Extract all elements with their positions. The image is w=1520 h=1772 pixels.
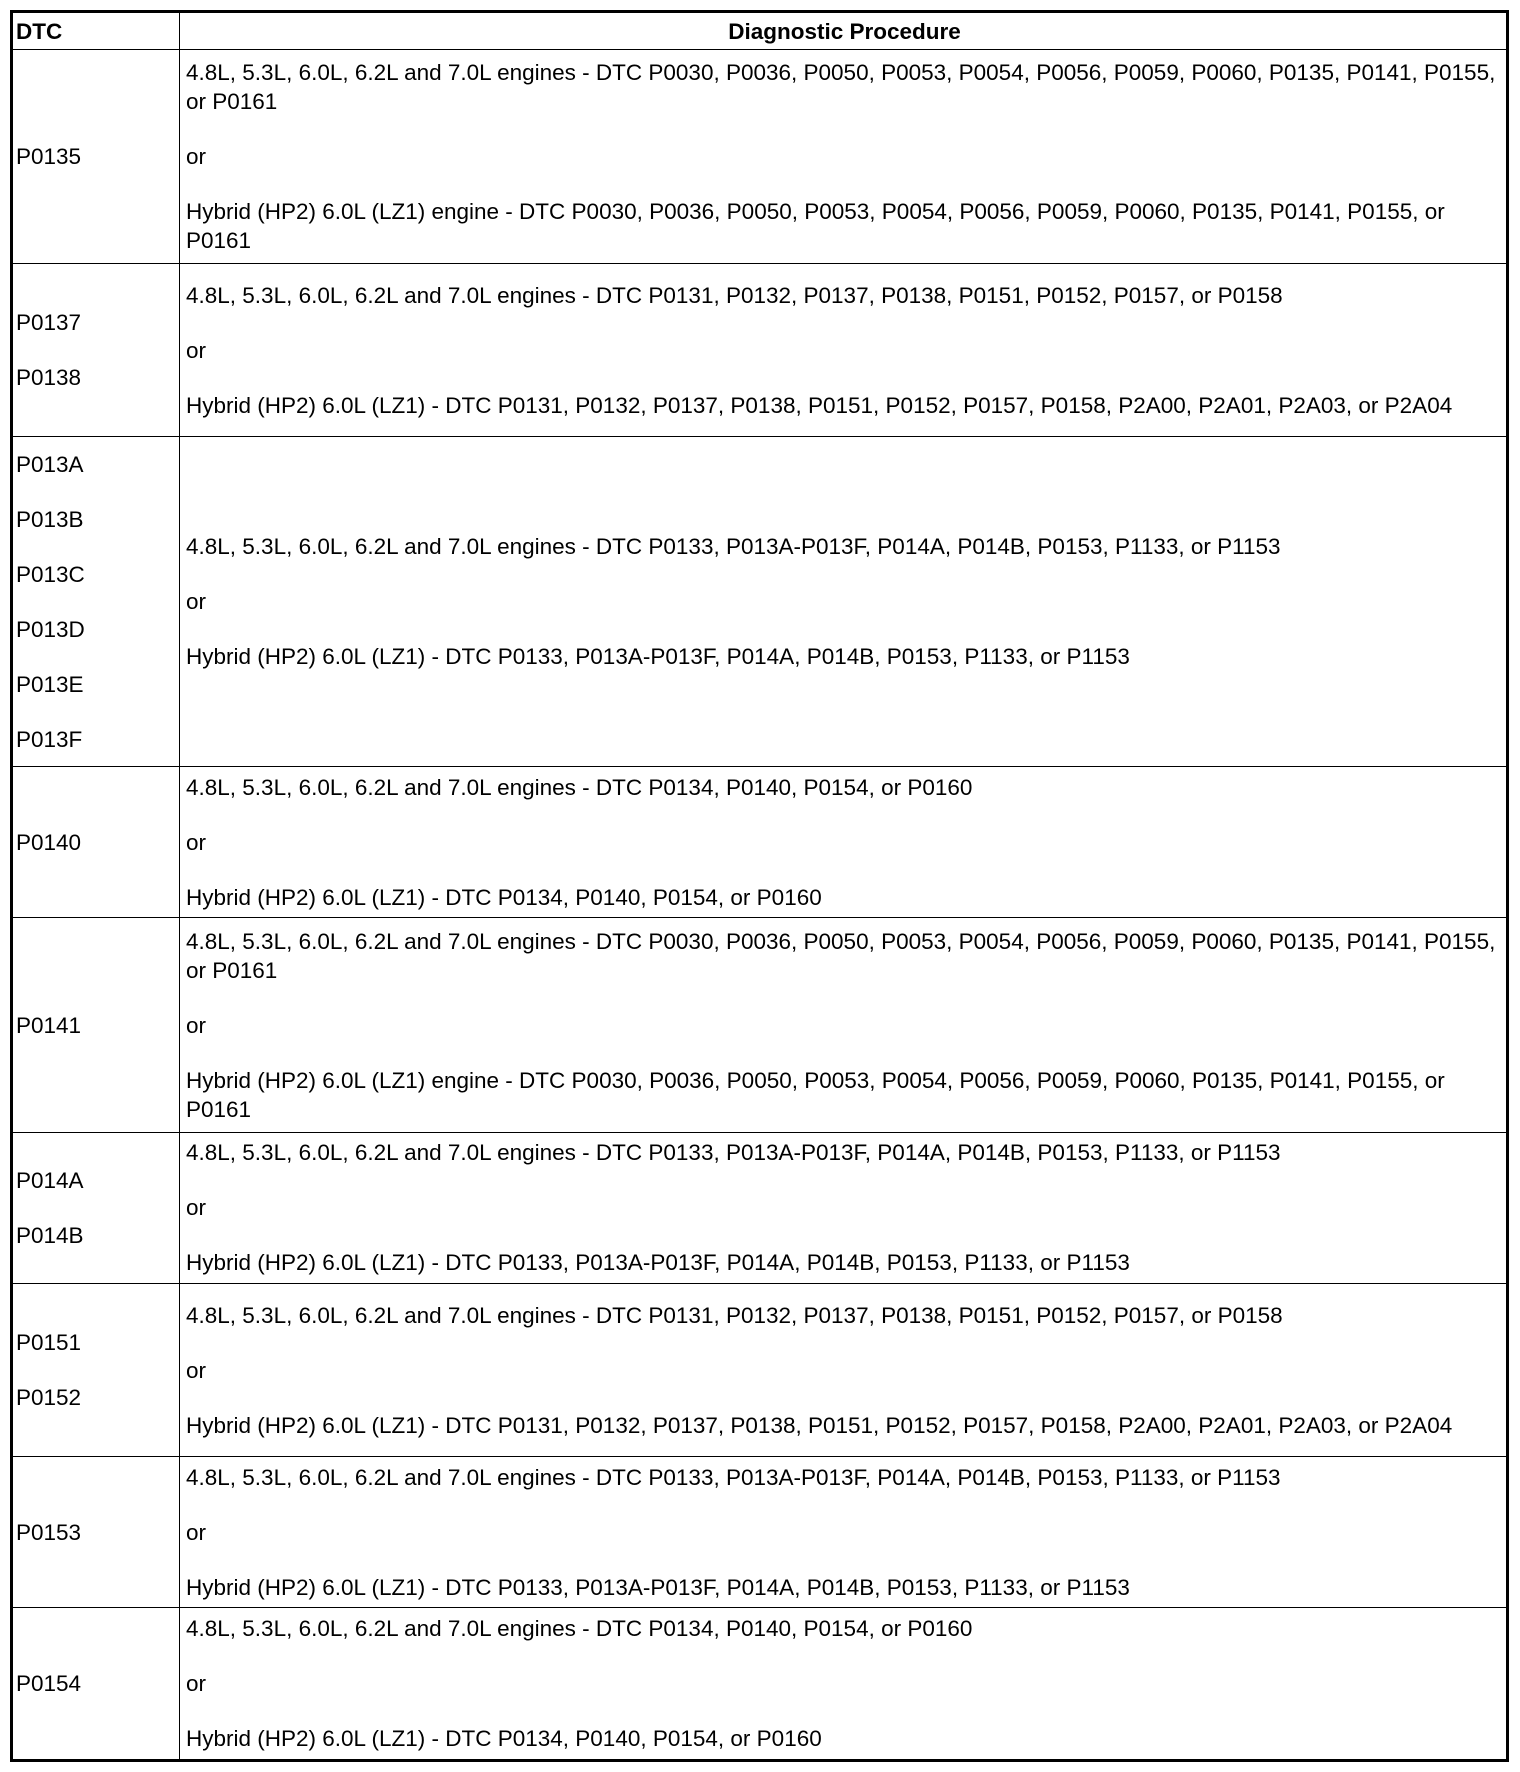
procedure-hybrid-engine: Hybrid (HP2) 6.0L (LZ1) - DTC P0131, P0132, P0137, P0138, P0151, P0152, P0157, P0158, P2A00, P2A01, P2A03, or P2A04 [186,392,1453,418]
procedure-hybrid-engine: Hybrid (HP2) 6.0L (LZ1) engine - DTC P0030, P0036, P0050, P0053, P0054, P0056, P0059, P0060, P0135, P0141, P0155, or P0161 [186,199,1445,254]
header-dtc: DTC [12,12,180,50]
table-row [12,1283,1508,1456]
procedure-hybrid-engine: Hybrid (HP2) 6.0L (LZ1) - DTC P0133, P013A-P013F, P014A, P014B, P0153, P1133, or P1153 [186,1250,1130,1276]
dtc-cell [12,1608,180,1761]
procedure-or-separator: or [186,1671,207,1697]
dtc-code: P013C [16,561,85,587]
table-row [12,1132,1508,1283]
procedure-standard-engines: 4.8L, 5.3L, 6.0L, 6.2L and 7.0L engines - DTC P0131, P0132, P0137, P0138, P0151, P0152, P0157, or P0158 [186,282,1283,308]
dtc-code: P014A [16,1167,84,1193]
procedure-standard-engines: 4.8L, 5.3L, 6.0L, 6.2L and 7.0L engines - DTC P0134, P0140, P0154, or P0160 [186,774,973,800]
procedure-or-separator: or [186,1195,207,1221]
procedure-cell [180,1132,1508,1283]
procedure-cell [180,1608,1508,1761]
procedure-or-separator: or [186,144,207,170]
dtc-cell [12,918,180,1132]
table-row [12,918,1508,1132]
dtc-cell [12,1457,180,1608]
dtc-code: P0152 [16,1385,82,1410]
dtc-code: P013A [16,451,84,477]
header-diagnostic-procedure: Diagnostic Procedure [180,12,1508,50]
procedure-cell [180,264,1508,437]
procedure-cell [180,50,1508,264]
dtc-code: P0141 [16,1012,82,1038]
procedure-or-separator: or [186,829,207,855]
procedure-cell [180,1457,1508,1608]
dtc-cell [12,50,180,264]
table-row [12,264,1508,437]
dtc-code: P013F [16,726,83,752]
procedure-standard-engines: 4.8L, 5.3L, 6.0L, 6.2L and 7.0L engines - DTC P0133, P013A-P013F, P014A, P014B, P0153, P1133, or P1153 [186,1140,1281,1166]
dtc-code: P0153 [16,1519,82,1545]
table-body [12,50,1508,1761]
procedure-or-separator: or [186,337,207,363]
dtc-procedure-table [10,10,1509,1762]
dtc-code: P0135 [16,144,82,170]
dtc-code: P013E [16,671,84,697]
dtc-cell [12,1132,180,1283]
procedure-hybrid-engine: Hybrid (HP2) 6.0L (LZ1) - DTC P0133, P013A-P013F, P014A, P014B, P0153, P1133, or P1153 [186,1574,1130,1600]
procedure-or-separator: or [186,1519,207,1545]
dtc-code: P0137 [16,310,82,336]
procedure-cell [180,1283,1508,1456]
procedure-standard-engines: 4.8L, 5.3L, 6.0L, 6.2L and 7.0L engines - DTC P0131, P0132, P0137, P0138, P0151, P0152, P0157, or P0158 [186,1302,1283,1328]
procedure-standard-engines: 4.8L, 5.3L, 6.0L, 6.2L and 7.0L engines - DTC P0133, P013A-P013F, P014A, P014B, P0153, P1133, or P1153 [186,534,1281,560]
dtc-code: P013B [16,506,84,532]
procedure-hybrid-engine: Hybrid (HP2) 6.0L (LZ1) engine - DTC P0030, P0036, P0050, P0053, P0054, P0056, P0059, P0060, P0135, P0141, P0155, or P0161 [186,1067,1445,1122]
dtc-code: P0151 [16,1330,82,1355]
dtc-code: P0140 [16,829,82,855]
table-row [12,437,1508,767]
procedure-cell [180,918,1508,1132]
procedure-standard-engines: 4.8L, 5.3L, 6.0L, 6.2L and 7.0L engines - DTC P0030, P0036, P0050, P0053, P0054, P0056, P0059, P0060, P0135, P0141, P0155, or P0161 [186,60,1496,115]
table-header-row [12,12,1508,50]
dtc-code: P0138 [16,365,82,391]
procedure-or-separator: or [186,1012,207,1038]
procedure-hybrid-engine: Hybrid (HP2) 6.0L (LZ1) - DTC P0134, P0140, P0154, or P0160 [186,884,822,910]
table-row [12,767,1508,918]
procedure-hybrid-engine: Hybrid (HP2) 6.0L (LZ1) - DTC P0133, P013A-P013F, P014A, P014B, P0153, P1133, or P1153 [186,644,1130,670]
procedure-cell [180,767,1508,918]
procedure-hybrid-engine: Hybrid (HP2) 6.0L (LZ1) - DTC P0134, P0140, P0154, or P0160 [186,1726,822,1752]
dtc-code: P013D [16,616,85,642]
dtc-cell [12,1283,180,1456]
table-row [12,50,1508,264]
dtc-cell [12,437,180,767]
procedure-hybrid-engine: Hybrid (HP2) 6.0L (LZ1) - DTC P0131, P0132, P0137, P0138, P0151, P0152, P0157, P0158, P2A00, P2A01, P2A03, or P2A04 [186,1412,1453,1438]
dtc-code: P0154 [16,1671,82,1697]
procedure-standard-engines: 4.8L, 5.3L, 6.0L, 6.2L and 7.0L engines - DTC P0133, P013A-P013F, P014A, P014B, P0153, P1133, or P1153 [186,1464,1281,1490]
table-row [12,1457,1508,1608]
dtc-cell [12,767,180,918]
procedure-cell [180,437,1508,767]
procedure-or-separator: or [186,1357,207,1383]
procedure-standard-engines: 4.8L, 5.3L, 6.0L, 6.2L and 7.0L engines - DTC P0030, P0036, P0050, P0053, P0054, P0056, P0059, P0060, P0135, P0141, P0155, or P0161 [186,928,1496,983]
dtc-code: P014B [16,1222,84,1248]
procedure-standard-engines: 4.8L, 5.3L, 6.0L, 6.2L and 7.0L engines - DTC P0134, P0140, P0154, or P0160 [186,1616,973,1642]
table-row [12,1608,1508,1761]
dtc-cell [12,264,180,437]
procedure-or-separator: or [186,589,207,615]
